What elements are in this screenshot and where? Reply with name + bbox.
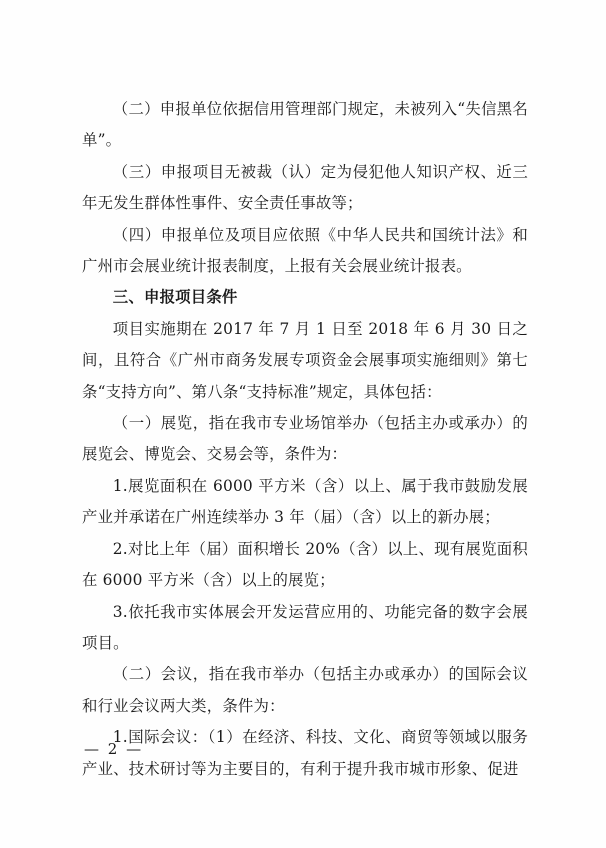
page-number: — 2 — xyxy=(84,740,144,758)
paragraph-exhibition-item-2: 2.对比上年（届）面积增长 20%（含）以上、现有展览面积在 6000 平方米（含）以上的展览； xyxy=(82,539,528,590)
paragraph-statistics-requirement: （四）申报单位及项目应依照《中华人民共和国统计法》和广州市会展业统计报表制度，上报有关会展业统计报表。 xyxy=(82,225,528,276)
document-body xyxy=(82,94,528,785)
paragraph-conferences: （二）会议，指在我市举办（包括主办或承办）的国际会议和行业会议两大类，条件为： xyxy=(82,665,528,715)
paragraph-implementation-period: 项目实施期在 2017 年 7 月 1 日至 2018 年 6 月 30 日之间，且符合《广州市商务发展专项资金会展事项实施细则》第七条“支持方向”、第八条“支持标准”规定，具体包括： xyxy=(82,319,528,401)
section-heading-project-conditions: 三、申报项目条件 xyxy=(112,288,238,307)
paragraph-credit-requirement: （二）申报单位依据信用管理部门规定，未被列入“失信黑名单”。 xyxy=(82,100,528,150)
paragraph-exhibitions: （一）展览，指在我市专业场馆举办（包括主办或承办）的展览会、博览会、交易会等，条件为： xyxy=(82,414,528,464)
paragraph-exhibition-item-1: 1.展览面积在 6000 平方米（含）以上、属于我市鼓励发展产业并承诺在广州连续举办 3 年（届）（含）以上的新办展； xyxy=(82,476,528,527)
paragraph-international-conference: 1.国际会议：（1）在经济、科技、文化、商贸等领域以服务产业、技术研讨等为主要目的，有利于提升我市城市形象、促进 xyxy=(82,728,528,778)
paragraph-exhibition-item-3: 3.依托我市实体展会开发运营应用的、功能完备的数字会展项目。 xyxy=(82,602,528,652)
paragraph-ip-safety-requirement: （三）申报项目无被裁（认）定为侵犯他人知识产权、近三年无发生群体性事件、安全责任事故等； xyxy=(82,162,528,213)
